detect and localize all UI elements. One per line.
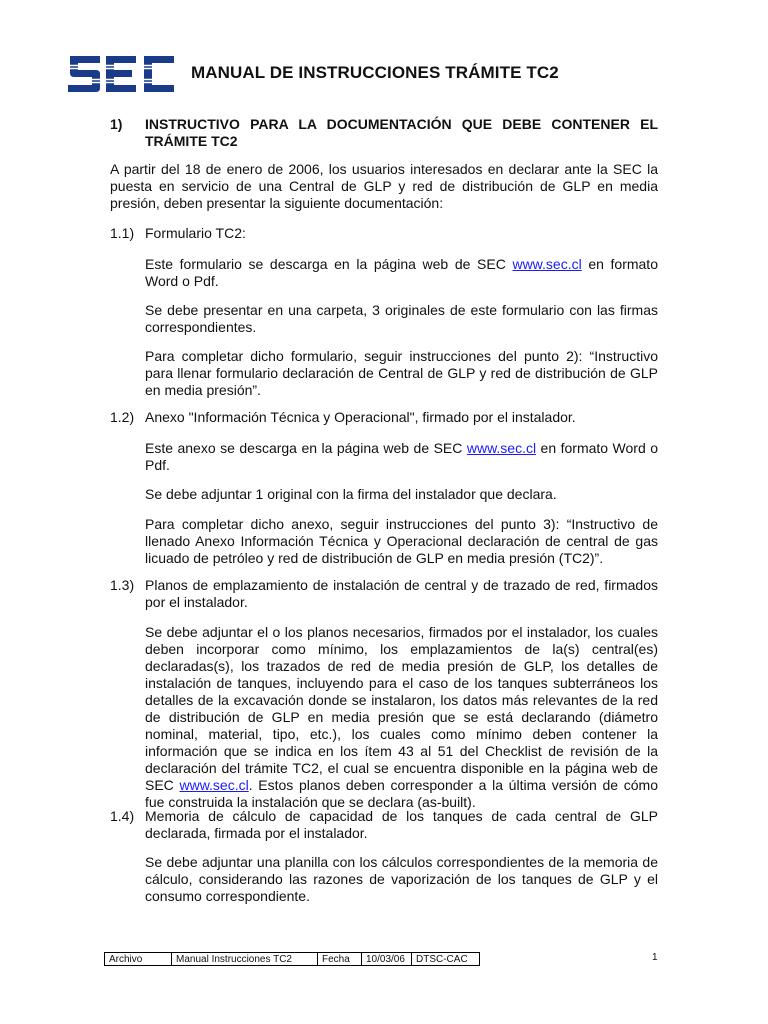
item-1-3 <box>110 577 658 611</box>
item-1-2-paragraph-3: Para completar dicho anexo, seguir instrucciones del punto 3): “Instructivo de llenado Anexo Información Técnica y Operacional declaración de central de gas licuado de petróleo y red de distribución de GLP en media presión (TC2)”. <box>145 516 658 566</box>
document-title: MANUAL DE INSTRUCCIONES TRÁMITE TC2 <box>191 63 559 82</box>
item-title: Planos de emplazamiento de instalación de central y de trazado de red, firmados por el instalador. <box>145 577 658 610</box>
footer-archivo-value: Manual Instrucciones TC2 <box>172 952 318 966</box>
item-number: 1.4) <box>110 808 135 824</box>
item-number: 1.2) <box>110 409 135 425</box>
item-1-1-paragraph-2: Se debe presentar en una carpeta, 3 originales de este formulario con las firmas correspondientes. <box>145 302 658 335</box>
section-title: INSTRUCTIVO PARA LA DOCUMENTACIÓN QUE DEBE CONTENER EL TRÁMITE TC2 <box>145 116 658 149</box>
item-1-4-paragraph-1: Se debe adjuntar una planilla con los cálculos correspondientes de la memoria de cálculo, considerando las razones de vaporización de los tanques de GLP y el consumo correspondiente. <box>145 854 658 904</box>
page-number: 1 <box>652 952 658 963</box>
sec-website-link[interactable]: www.sec.cl <box>466 440 537 456</box>
intro-paragraph: A partir del 18 de enero de 2006, los usuarios interesados en declarar ante la SEC la puesta en servicio de una Central de GLP y red de distribución de GLP en media presión, deben presentar la siguiente documentación: <box>110 161 658 211</box>
item-1-1-paragraph-3: Para completar dicho formulario, seguir instrucciones del punto 2): “Instructivo para llenar formulario declaración de Central de GLP y red de distribución de GLP en media presión”. <box>145 348 658 398</box>
section-heading <box>110 116 658 150</box>
item-1-3-paragraph-1: Se debe adjuntar el o los planos necesarios, firmados por el instalador, los cuales deben incorporar como mínimo, los emplazamientos de la(s) central(es) declaradas(s), los trazados de red de media presión de GLP, los detalles de instalación de tanques, incluyendo para el caso de los tanques subterráneos los detalles de la excavación donde se instalaron, los datos más relevantes de la red de distribución de GLP en media presión que se está declarando (diámetro nominal, material, tipo, etc.), los cuales como mínimo deben contener la información que se indica en los ítem 43 al 51 del Checklist de revisión de la declaración del trámite TC2, el cual se encuentra disponible en la página web de SEC www.sec.cl. Estos planos deben corresponder a la última versión de cómo fue construida la instalación que se declara (as-built). <box>145 624 658 810</box>
item-title: Memoria de cálculo de capacidad de los tanques de cada central de GLP declarada, firmada por el instalador. <box>145 808 658 841</box>
item-1-2 <box>110 409 658 426</box>
footer-table <box>104 952 480 966</box>
footer-archivo-label: Archivo <box>104 952 172 966</box>
item-1-2-paragraph-1: Este anexo se descarga en la página web de SEC www.sec.cl en formato Word o Pdf. <box>145 440 658 473</box>
item-title: Anexo "Información Técnica y Operacional", firmado por el instalador. <box>145 409 576 425</box>
sec-website-link[interactable]: www.sec.cl <box>179 777 249 793</box>
sec-website-link[interactable]: www.sec.cl <box>512 256 582 272</box>
footer-fecha-value: 10/03/06 <box>362 952 412 966</box>
item-title: Formulario TC2: <box>145 225 246 241</box>
item-1-1 <box>110 225 658 242</box>
item-number: 1.1) <box>110 225 135 241</box>
footer-code: DTSC-CAC <box>412 952 480 966</box>
item-number: 1.3) <box>110 577 135 593</box>
item-1-2-paragraph-2: Se debe adjuntar 1 original con la firma del instalador que declara. <box>145 486 557 502</box>
sec-logo <box>66 52 178 96</box>
section-number: 1) <box>110 116 123 132</box>
item-1-4 <box>110 808 658 842</box>
footer-fecha-label: Fecha <box>318 952 362 966</box>
item-1-1-paragraph-1: Este formulario se descarga en la página web de SEC www.sec.cl en formato Word o Pdf. <box>145 256 658 289</box>
